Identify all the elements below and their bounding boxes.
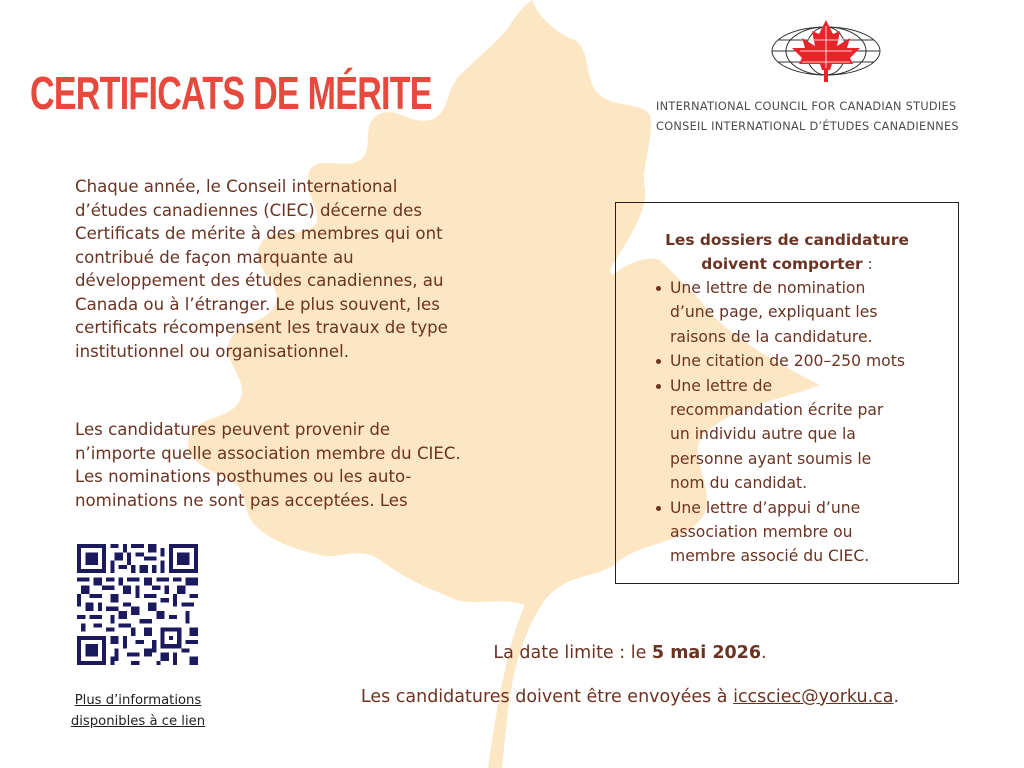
text-line: nominations ne sont pas acceptées. Les <box>75 490 408 510</box>
text-line: d’une page, expliquant les <box>670 303 878 322</box>
text-line: un individu autre que la <box>670 425 856 444</box>
heading-suffix: : <box>862 255 873 273</box>
text-line: Une lettre de <box>670 376 773 395</box>
submission-prefix: Les candidatures doivent être envoyées à <box>360 687 734 707</box>
requirements-box <box>615 202 959 584</box>
deadline-text <box>300 643 960 663</box>
more-info-line2: disponibles à ce lien <box>70 714 206 729</box>
text-line: Une citation de 200–250 mots <box>670 352 905 371</box>
intro-paragraph-1 <box>75 175 448 363</box>
text-line: recommandation écrite par <box>670 401 884 420</box>
text-line: raisons de la candidature. <box>670 327 873 346</box>
email-link[interactable]: iccsciec@yorku.ca <box>733 687 894 707</box>
text-line: Certificats de mérite à des membres qui ont <box>75 224 443 243</box>
text-line: développement des études canadiennes, au <box>75 271 444 290</box>
intro-paragraph-2 <box>75 418 461 512</box>
list-item <box>656 374 958 496</box>
requirements-list <box>616 276 958 569</box>
list-item <box>656 349 958 373</box>
text-line: personne ayant soumis le <box>670 449 872 468</box>
org-name-french: CONSEIL INTERNATIONAL D’ÉTUDES CANADIENNES <box>656 120 959 133</box>
text-line: Les nominations posthumes ou les auto- <box>75 467 412 486</box>
heading-bold-line2: doivent comporter <box>701 255 863 273</box>
page-title: CERTIFICATS DE MÉRITE <box>30 67 432 119</box>
text-line: certificats récompensent les travaux de type <box>75 318 448 337</box>
text-line: membre associé du CIEC. <box>670 547 870 566</box>
requirements-heading <box>616 228 958 276</box>
organization-name <box>656 97 959 137</box>
org-name-english: INTERNATIONAL COUNCIL FOR CANADIAN STUDIES <box>656 100 957 113</box>
text-line: d’études canadiennes (CIEC) décerne des <box>75 200 422 220</box>
text-line: Canada ou à l’étranger. Le plus souvent, les <box>75 294 440 314</box>
text-line: Les candidatures peuvent provenir de <box>75 420 391 439</box>
deadline-date: 5 mai 2026 <box>651 643 762 663</box>
text-line: nom du candidat. <box>670 474 808 493</box>
list-item <box>656 496 958 569</box>
list-item <box>656 276 958 349</box>
text-line: n’importe quelle association membre du CIEC. <box>75 443 461 463</box>
more-info-link[interactable] <box>48 690 228 732</box>
more-info-line1: Plus d’informations <box>74 693 202 708</box>
deadline-suffix: . <box>761 643 767 663</box>
submission-text <box>300 687 960 707</box>
text-line: Une lettre d’appui d’une <box>670 498 861 517</box>
text-line: institutionnel ou organisationnel. <box>75 341 349 361</box>
text-line: Chaque année, le Conseil international <box>75 177 398 196</box>
maple-leaf-globe-icon <box>770 18 882 84</box>
text-line: association membre ou <box>670 523 853 542</box>
qr-code-icon[interactable] <box>77 544 198 665</box>
text-line: contribué de façon marquante au <box>75 247 354 267</box>
text-line: Une lettre de nomination <box>670 279 866 297</box>
submission-suffix: . <box>893 687 900 707</box>
heading-bold-line1: Les dossiers de candidature <box>665 231 909 249</box>
deadline-prefix: La date limite : le <box>493 643 652 663</box>
